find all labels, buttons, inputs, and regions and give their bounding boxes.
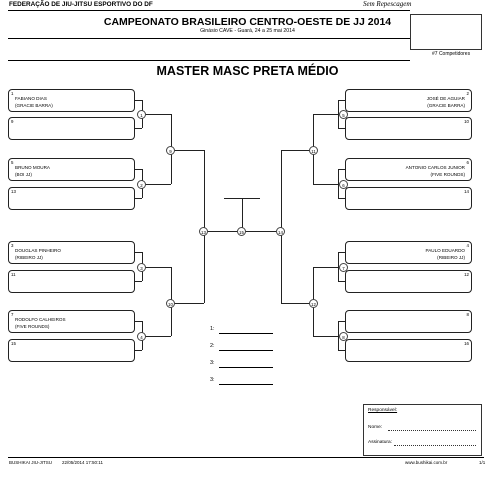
bracket-slot[interactable]	[345, 187, 472, 210]
bracket-line	[135, 169, 142, 170]
event-title: CAMPEONATO BRASILEIRO CENTRO-OESTE DE JJ 2014	[103, 16, 392, 28]
match-number: 15	[237, 227, 246, 236]
athlete-name: BRUNO MOURA	[15, 165, 50, 170]
athlete-team: (FIVE ROUNDS)	[15, 323, 50, 329]
placing-line[interactable]	[219, 384, 273, 385]
bracket-line	[135, 321, 142, 322]
title-divider	[8, 38, 410, 39]
slot-seed: 2	[466, 91, 469, 96]
placing-label: 2:	[210, 343, 215, 349]
bracket-slot[interactable]	[8, 310, 135, 333]
federation-name: FEDERAÇÃO DE JIU-JITSU ESPORTIVO DO DF	[9, 1, 153, 8]
bracket-slot[interactable]	[8, 270, 135, 293]
bracket-slot[interactable]	[345, 117, 472, 140]
footer-page: 1/1	[479, 460, 486, 465]
bracket-slot[interactable]	[8, 241, 135, 264]
match-number: 1	[137, 110, 146, 119]
bracket-line	[135, 198, 142, 199]
bracket-line	[313, 267, 338, 268]
slot-seed: 14	[464, 189, 469, 194]
responsible-signature-label: Assinatura:	[368, 440, 392, 445]
bracket-line	[313, 114, 338, 115]
bracket-line	[338, 281, 345, 282]
placing-label: 3:	[210, 377, 215, 383]
category-divider	[8, 60, 410, 61]
bracket-line	[142, 267, 171, 268]
match-number: 5	[339, 110, 348, 119]
athlete-name: PAULO EDUARDO	[425, 248, 465, 253]
slot-seed: 6	[466, 160, 469, 165]
slot-seed: 11	[11, 272, 16, 277]
slot-seed: 1	[11, 91, 14, 96]
bracket-slot[interactable]	[345, 89, 472, 112]
responsible-name-label: Nome:	[368, 425, 383, 430]
match-number: 6	[339, 180, 348, 189]
match-number: 9	[166, 146, 175, 155]
slot-seed: 10	[464, 119, 469, 124]
match-number: 7	[339, 263, 348, 272]
bracket-line	[135, 252, 142, 253]
bracket-line	[135, 281, 142, 282]
match-number: 13	[199, 227, 208, 236]
placing-line[interactable]	[219, 333, 273, 334]
footer-url[interactable]: www.bushikai.com.br	[405, 460, 448, 465]
placing-line[interactable]	[219, 367, 273, 368]
slot-seed: 4	[466, 243, 469, 248]
bracket-slot[interactable]	[345, 310, 472, 333]
placing-label: 1:	[210, 326, 215, 332]
slot-seed: 15	[11, 341, 16, 346]
bracket-line	[313, 336, 338, 337]
match-number: 11	[309, 146, 318, 155]
athlete-team: (RIBEIRO JJ)	[15, 254, 43, 260]
bracket-slot[interactable]	[345, 158, 472, 181]
bracket-slot[interactable]	[345, 270, 472, 293]
bracket-slot[interactable]	[345, 241, 472, 264]
bracket-line	[135, 350, 142, 351]
bracket-line	[142, 184, 171, 185]
bracket-line	[171, 303, 204, 304]
slot-seed: 16	[464, 341, 469, 346]
athlete-team: (BOI JJ)	[15, 171, 32, 177]
category-title: MASTER MASC PRETA MÉDIO	[156, 64, 339, 78]
responsible-signature-field[interactable]	[394, 445, 476, 446]
match-number: 10	[166, 299, 175, 308]
responsible-title: Responsável:	[368, 408, 398, 413]
bracket-line	[313, 184, 338, 185]
slot-seed: 3	[11, 243, 14, 248]
footer-timestamp: 22/05/2014 17:50:11	[62, 460, 103, 465]
bracket-line	[135, 128, 142, 129]
responsible-name-field[interactable]	[388, 430, 476, 431]
placing-line[interactable]	[219, 350, 273, 351]
match-number: 8	[339, 332, 348, 341]
slot-seed: 13	[11, 189, 16, 194]
bracket-line	[135, 100, 142, 101]
competitor-count: #7 Competidores	[432, 51, 471, 57]
match-number: 14	[276, 227, 285, 236]
bracket-line	[338, 321, 345, 322]
match-number: 4	[137, 332, 146, 341]
responsible-box	[363, 404, 482, 456]
event-subtitle: Ginásio CAVE - Guará, 24 a 25 mai 2014	[200, 28, 295, 34]
slot-seed: 5	[11, 160, 14, 165]
bracket-slot[interactable]	[8, 187, 135, 210]
bracket-line	[338, 169, 345, 170]
bracket-slot[interactable]	[8, 339, 135, 362]
bracket-line	[142, 114, 171, 115]
bracket-slot[interactable]	[8, 117, 135, 140]
athlete-team: (FIVE ROUNDS)	[430, 171, 465, 177]
athlete-name: DOUGLAS PINHEIRO	[15, 248, 61, 253]
repechage-label: Sem Repescagem	[363, 0, 412, 8]
athlete-team: (GRACIE BARRA)	[427, 102, 465, 108]
athlete-team: (RIBEIRO JJ)	[437, 254, 465, 260]
slot-seed: 9	[11, 119, 14, 124]
bracket-line	[338, 252, 345, 253]
athlete-name: JOSÉ DE AGUIAR	[426, 96, 465, 101]
match-number: 2	[137, 180, 146, 189]
bracket-line	[338, 128, 345, 129]
bracket-slot[interactable]	[345, 339, 472, 362]
footer-org: BUSHIKAI JIU-JITSU	[9, 460, 53, 465]
placing-label: 3:	[210, 360, 215, 366]
header-divider	[8, 10, 410, 11]
bracket-slot[interactable]	[8, 89, 135, 112]
slot-seed: 12	[464, 272, 469, 277]
bracket-line	[171, 150, 204, 151]
athlete-name: RODOLFO CALHEIROS	[15, 317, 66, 322]
match-number: 3	[137, 263, 146, 272]
athlete-team: (GRACIE BARRA)	[15, 102, 53, 108]
athlete-name: ANTONIO CARLOS JUNIOR	[405, 165, 465, 170]
bracket-line	[338, 350, 345, 351]
athlete-name: FABIANO DIAS	[15, 96, 47, 101]
slot-seed: 7	[11, 312, 14, 317]
match-number: 12	[309, 299, 318, 308]
bracket-line	[338, 100, 345, 101]
footer-divider	[8, 457, 484, 458]
bracket-line	[142, 336, 171, 337]
bracket-slot[interactable]	[8, 158, 135, 181]
bracket-line	[338, 198, 345, 199]
slot-seed: 8	[466, 312, 469, 317]
